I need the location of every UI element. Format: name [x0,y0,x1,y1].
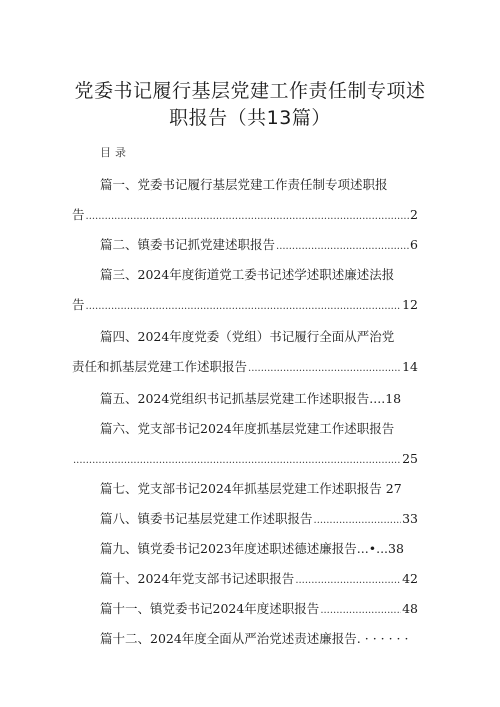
dot-leader [276,238,409,256]
toc-entry-1-cont: 告 [72,207,85,222]
toc-entry-3-leader[interactable] [72,296,418,314]
dot-leader [248,360,401,378]
toc-entry-5[interactable] [100,390,401,408]
toc-entry-9[interactable] [100,540,404,558]
toc-entry-10-text: 篇十、2024年党支部书记述职报告 [100,571,295,586]
toc-entry-2-text: 篇二、镇委书记抓党建述职报告 [100,237,276,252]
toc-entry-12-text[interactable]: 篇十二、2024年度全面从严治党述责述廉报告. · · · · · · [100,631,409,646]
toc-entry-7-page: 27 [385,481,402,496]
toc-entry-7[interactable] [100,480,402,498]
document-title-line-2: 职报告（共13篇） [169,107,331,129]
toc-entry-10-page: 42 [402,571,418,586]
toc-entry-11-text: 篇十一、镇党委书记2024年度述职报告 [100,601,320,616]
toc-entry-3-page: 12 [402,297,418,312]
toc-entry-1-page: 2 [410,207,418,222]
toc-entry-8-text: 篇八、镇委书记基层党建工作述职报告 [100,511,313,526]
dot-leader [320,602,401,620]
dot-leader [314,512,402,530]
toc-entry-5-text: 篇五、2024党组织书记抓基层党建工作述职报告.... [100,391,386,406]
document-title-line-1: 党委书记履行基层党建工作责任制专项述 [74,80,426,102]
toc-entry-2[interactable] [100,236,418,254]
toc-entry-6-leader[interactable] [72,450,418,468]
toc-entry-3-cont: 告 [72,297,85,312]
toc-entry-4-text[interactable]: 篇四、2024年度党委（党组）书记履行全面从严治党 [100,329,395,344]
toc-heading: 目录 [100,146,130,159]
dot-leader [73,452,401,470]
toc-entry-10[interactable] [100,570,418,588]
dot-leader [295,572,401,590]
dot-leader [86,208,410,226]
toc-entry-4-leader[interactable] [72,358,418,376]
toc-entry-5-page: 18 [385,391,402,406]
toc-entry-3-text[interactable]: 篇三、2024年度街道党工委书记述学述职述廉述法报 [100,267,395,282]
toc-entry-6-text[interactable]: 篇六、党支部书记2024年度抓基层党建工作述职报告 [100,421,395,436]
toc-entry-11[interactable] [100,600,418,618]
toc-entry-11-page: 48 [402,601,418,616]
toc-entry-4-page: 14 [402,359,418,374]
toc-entry-1-text[interactable]: 篇一、党委书记履行基层党建工作责任制专项述职报 [100,177,388,192]
toc-entry-8[interactable] [100,510,418,528]
toc-entry-8-page: 33 [402,511,418,526]
toc-entry-1-leader[interactable] [72,206,418,224]
toc-entry-9-text: 篇九、镇党委书记2023年度述职述德述廉报告...•... [100,541,389,556]
dot-leader [86,298,402,316]
toc-entry-7-text: 篇七、党支部书记2024年抓基层党建工作述职报告 [100,481,382,496]
toc-entry-6-page: 25 [402,451,418,466]
toc-entry-9-page: 38 [388,541,404,556]
toc-entry-2-page: 6 [410,237,418,252]
toc-entry-4-cont: 责任和抓基层党建工作述职报告 [72,359,248,374]
